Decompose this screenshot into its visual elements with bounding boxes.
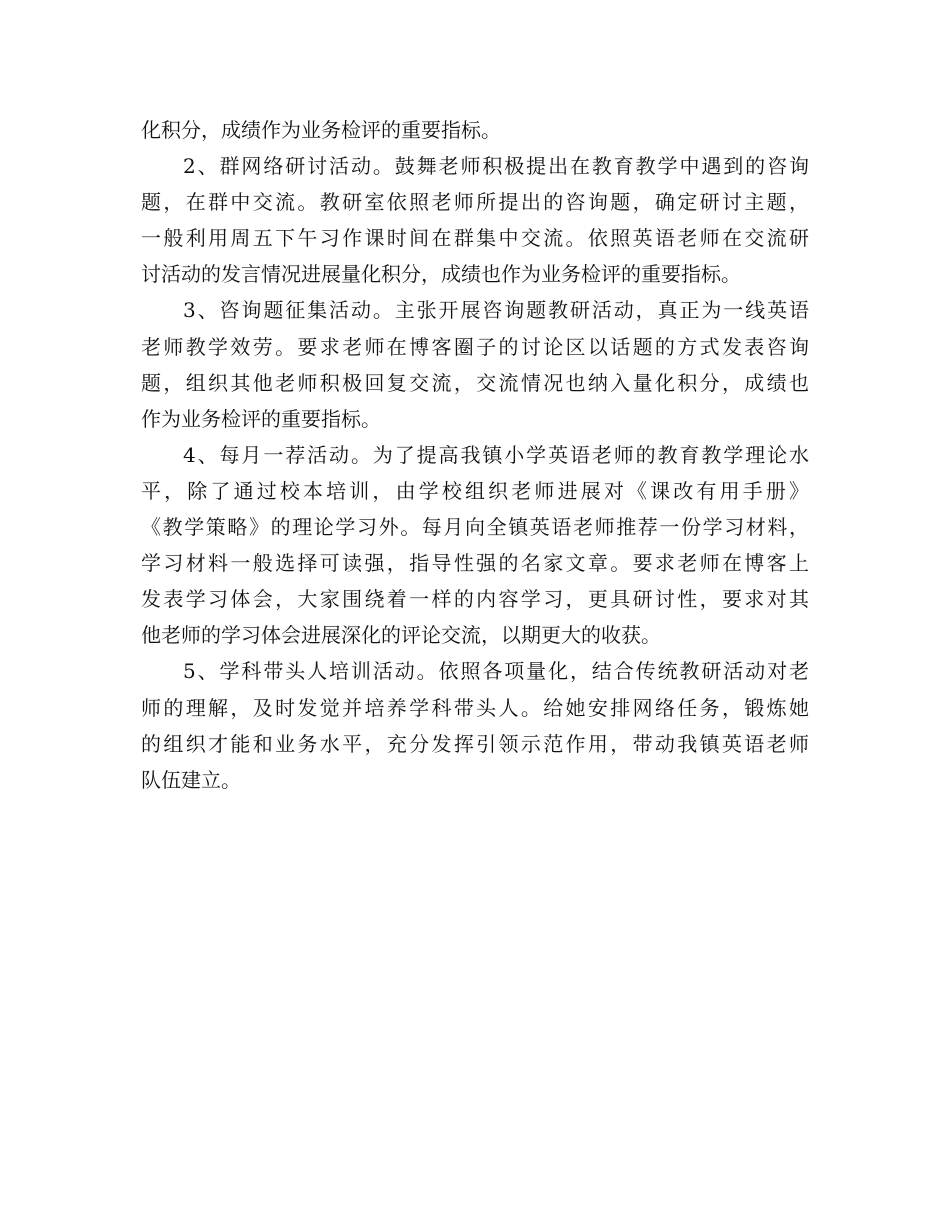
text-line: 一般利用周五下午习作课时间在群集中交流。依照英语老师在交流研 — [141, 226, 809, 251]
text-line: 学习材料一般选择可读强，指导性强的名家文章。要求老师在博客上 — [141, 551, 809, 576]
text-line: 他老师的学习体会进展深化的评论交流，以期更大的收获。 — [141, 623, 661, 648]
text-line: 发表学习体会，大家围绕着一样的内容学习，更具研讨性，要求对其 — [141, 587, 809, 612]
document-body — [141, 112, 809, 798]
text-line: 平，除了通过校本培训，由学校组织老师进展对《课改有用手册》 — [141, 478, 809, 503]
text-line: 题，组织其他老师积极回复交流，交流情况也纳入量化积分，成绩也 — [141, 370, 809, 395]
text-line: 队伍建立。 — [141, 767, 241, 792]
text-line: 5、学科带头人培训活动。依照各项量化，结合传统教研活动对老 — [183, 659, 809, 684]
text-line: 作为业务检评的重要指标。 — [141, 406, 381, 431]
text-line: 4、每月一荐活动。为了提高我镇小学英语老师的教育教学理论水 — [183, 442, 809, 467]
text-line: 3、咨询题征集活动。主张开展咨询题教研活动，真正为一线英语 — [183, 298, 809, 323]
text-line: 2、群网络研讨活动。鼓舞老师积极提出在教育教学中遇到的咨询 — [183, 154, 809, 179]
text-line: 讨活动的发言情况进展量化积分，成绩也作为业务检评的重要指标。 — [141, 262, 741, 287]
text-line: 师的理解，及时发觉并培养学科带头人。给她安排网络任务，锻炼她 — [141, 695, 809, 720]
text-line: 《教学策略》的理论学习外。每月向全镇英语老师推荐一份学习材料， — [141, 515, 809, 540]
text-line: 的组织才能和业务水平，充分发挥引领示范作用，带动我镇英语老师 — [141, 731, 809, 756]
text-line: 化积分，成绩作为业务检评的重要指标。 — [141, 118, 501, 142]
text-line: 老师教学效劳。要求老师在博客圈子的讨论区以话题的方式发表咨询 — [141, 334, 809, 359]
text-line: 题，在群中交流。教研室依照老师所提出的咨询题，确定研讨主题， — [141, 190, 809, 215]
